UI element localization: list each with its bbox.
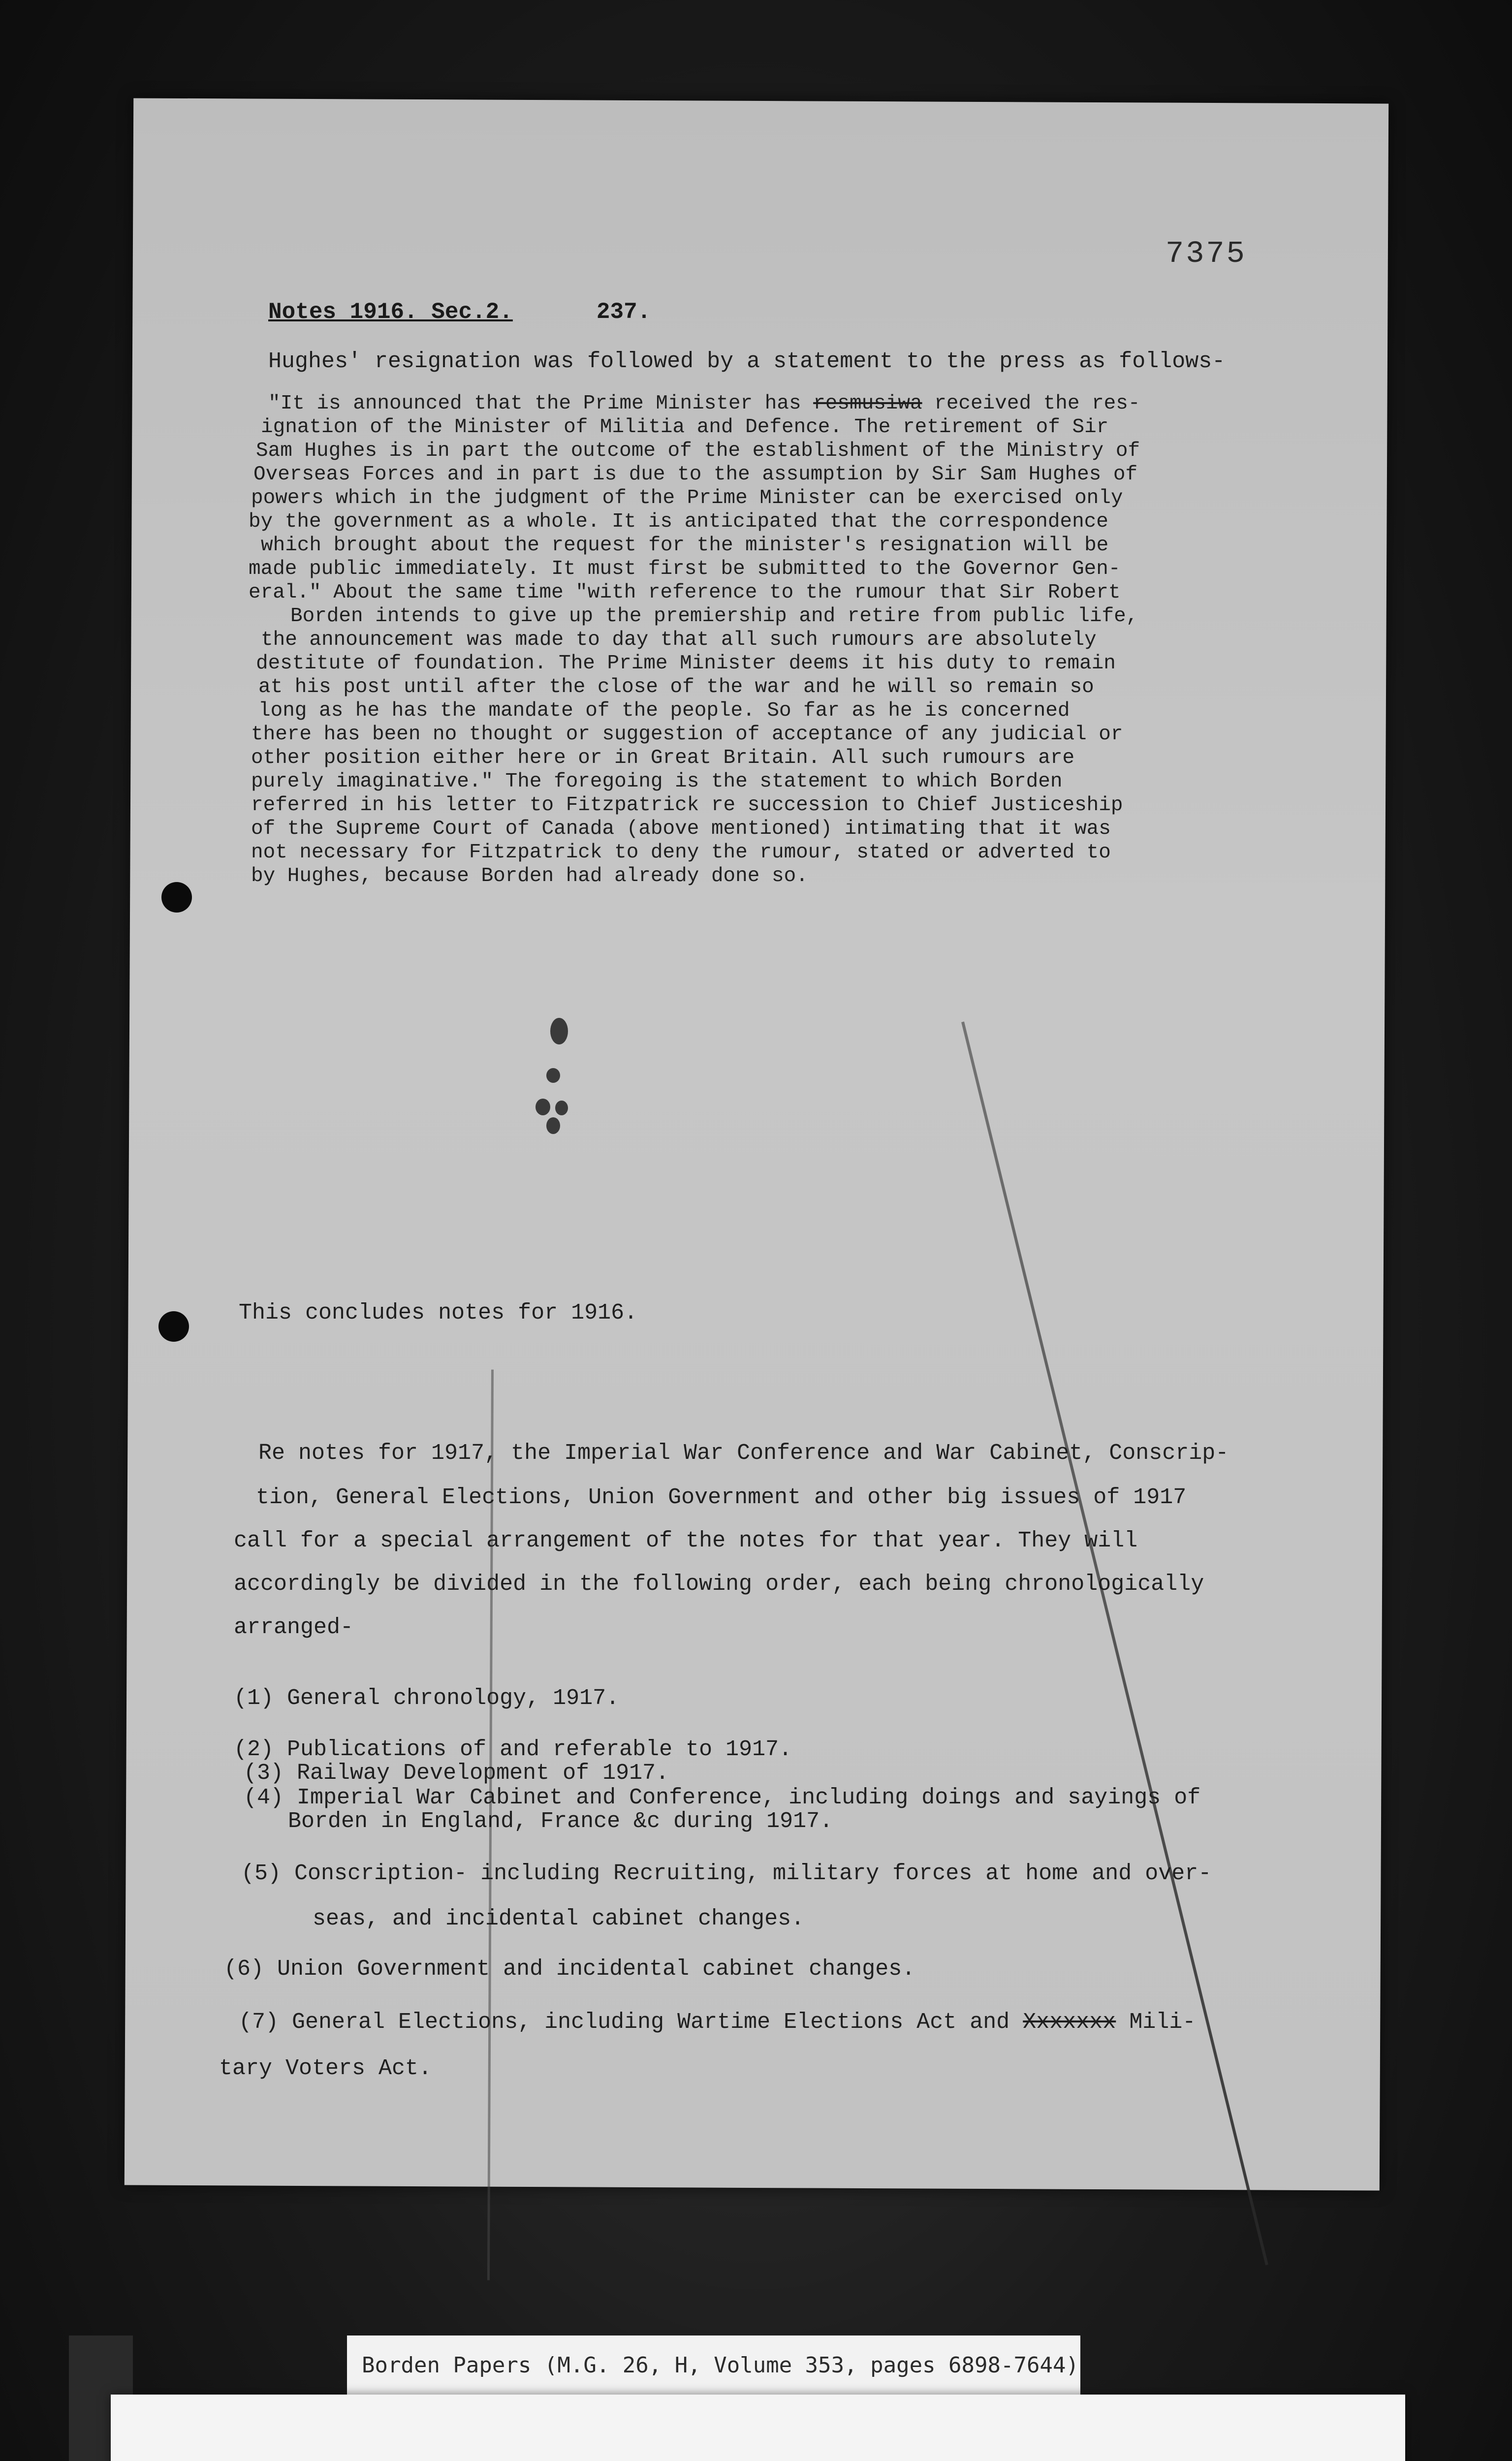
paragraph-line: tion, General Elections, Union Government and other big issues of 1917 [256,1485,1187,1510]
ink-smudge [546,1068,560,1083]
paragraph-line: arranged- [234,1615,354,1640]
punch-hole [161,882,192,913]
section-page-number: 237. [596,299,651,325]
list-item-continued: Borden in England, France &c during 1917. [288,1809,833,1834]
list-item-text: Mili- [1129,2010,1196,2035]
body-line: referred in his letter to Fitzpatrick re succession to Chief Justiceship [251,794,1123,817]
body-line: of the Supreme Court of Canada (above mentioned) intimating that it was [251,818,1111,840]
list-item: (1) General chronology, 1917. [234,1686,620,1711]
body-line: other position either here or in Great Britain. All such rumours are [251,747,1075,769]
body-line: ignation of the Minister of Militia and Defence. The retirement of Sir [261,416,1109,439]
section-label: Notes 1916. Sec.2. [268,299,513,325]
body-line: powers which in the judgment of the Prime Minister can be exercised only [251,487,1123,509]
struck-word: Xxxxxxx [1023,2010,1116,2035]
ink-smudge [546,1117,560,1134]
body-line: Overseas Forces and in part is due to the assumption by Sir Sam Hughes of [253,463,1138,486]
list-item: (5) Conscription- including Recruiting, military forces at home and over- [241,1861,1212,1886]
list-item: (2) Publications of and referable to 1917. [234,1737,792,1762]
body-line: by Hughes, because Borden had already done so. [251,865,808,887]
list-item: (4) Imperial War Cabinet and Conference, including doings and sayings of [244,1785,1201,1810]
body-line: destitute of foundation. The Prime Minister deems it his duty to remain [256,652,1116,675]
body-line: made public immediately. It must first be submitted to the Governor Gen- [249,558,1121,580]
body-line: which brought about the request for the minister's resignation will be [261,534,1109,557]
body-line: not necessary for Fitzpatrick to deny the rumour, stated or adverted to [251,841,1111,864]
ink-smudge [536,1099,550,1115]
body-line: the announcement was made to day that all such rumours are absolutely [261,629,1097,651]
struck-word: resmusiwa [813,392,922,415]
body-line: at his post until after the close of the war and he will so remain so [258,676,1094,698]
body-line: long as he has the mandate of the people. So far as he is concerned [258,699,1070,722]
list-item: (3) Railway Development of 1917. [244,1761,669,1786]
ink-smudge [555,1101,568,1115]
section-header [268,299,651,325]
list-item [239,2011,1196,2033]
paragraph-line: Re notes for 1917, the Imperial War Conference and War Cabinet, Conscrip- [258,1441,1229,1466]
body-line: by the government as a whole. It is anticipated that the correspondence [249,510,1108,533]
body-line: Sam Hughes is in part the outcome of the establishment of the Ministry of [256,440,1140,462]
ink-smudge [550,1018,568,1044]
reference-tag: Borden Papers (M.G. 26, H, Volume 353, pages 6898-7644) [347,2335,1080,2395]
page-crease [961,1021,1268,2265]
paragraph-line: accordingly be divided in the following order, each being chronologically [234,1572,1204,1597]
stamped-page-number: 7375 [1166,236,1247,271]
body-line: there has been no thought or suggestion of acceptance of any judicial or [251,723,1123,746]
list-item-text: (7) General Elections, including Wartime Elections Act and [239,2010,1010,2035]
body-line: eral." About the same time "with reference to the rumour that Sir Robert [249,581,1121,604]
body-line: "It is announced that the Prime Minister has resmusiwa received the res- [268,392,1140,415]
punch-hole [158,1311,189,1342]
body-line: Hughes' resignation was followed by a statement to the press as follows- [268,349,1226,374]
body-line: purely imaginative." The foregoing is the statement to which Borden [251,770,1063,793]
list-item: (6) Union Government and incidental cabinet changes. [224,1956,915,1982]
archive-card [111,2395,1405,2461]
list-item-continued: tary Voters Act. [219,2056,432,2081]
conclusion-line: This concludes notes for 1916. [239,1300,638,1325]
paragraph-line: call for a special arrangement of the notes for that year. They will [234,1528,1138,1553]
body-line: Borden intends to give up the premiership and retire from public life, [290,605,1138,628]
list-item-continued: seas, and incidental cabinet changes. [313,1906,805,1931]
